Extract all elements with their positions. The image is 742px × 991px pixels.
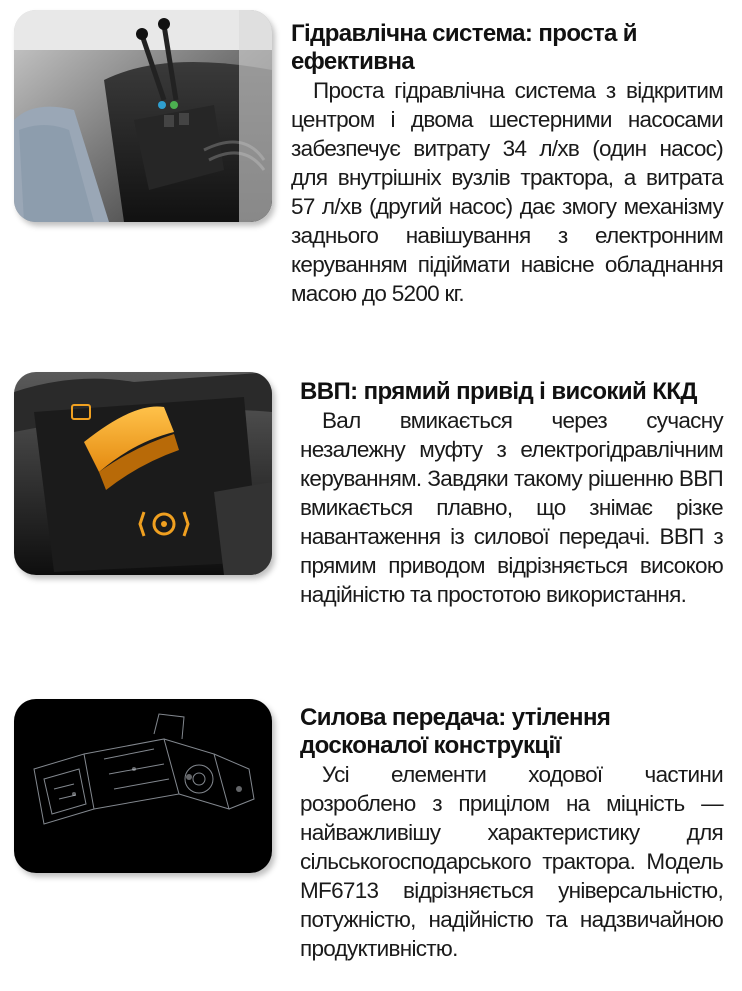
text-block	[300, 704, 723, 963]
section-body: Вал вмикається через сучасну незалежну муфту з електрогідравлічним керуванням. Завдяки такому рішенню ВВП вмикається плавно, що знімає різке навантаження із силової передачі. ВВП з прямим приводом відрізняється високою надійністю та простотою використання.	[300, 408, 723, 607]
section-body: Усі елементи ходової частини розроблено з прицілом на міцність — найважливішу характеристику для сільськогосподарського трактора. Модель MF6713 відрізняється універсальністю, потужністю, надійністю та надзвичайною продуктивністю.	[300, 762, 723, 961]
text-block	[300, 378, 723, 609]
pto-switch-photo	[14, 372, 272, 575]
text-block	[291, 20, 723, 308]
hydraulic-controls-photo	[14, 10, 272, 222]
section-body: Проста гідравлічна система з відкритим центром і двома шестерними насосами забезпечує витрату 34 л/хв (один насос) для внутрішніх вузлів трактора, а витрата 57 л/хв (другий насос) дає змогу механізму заднього навішування з електронним керуванням підіймати навісне обладнання масою до 5200 кг.	[291, 78, 723, 306]
section-heading: Силова передача: утілення досконалої конструкції	[300, 704, 611, 759]
transmission-xray-photo	[14, 699, 272, 873]
section-heading: Гідравлічна система: проста й ефективна	[291, 20, 637, 75]
section-heading: ВВП: прямий привід і високий ККД	[300, 378, 697, 405]
